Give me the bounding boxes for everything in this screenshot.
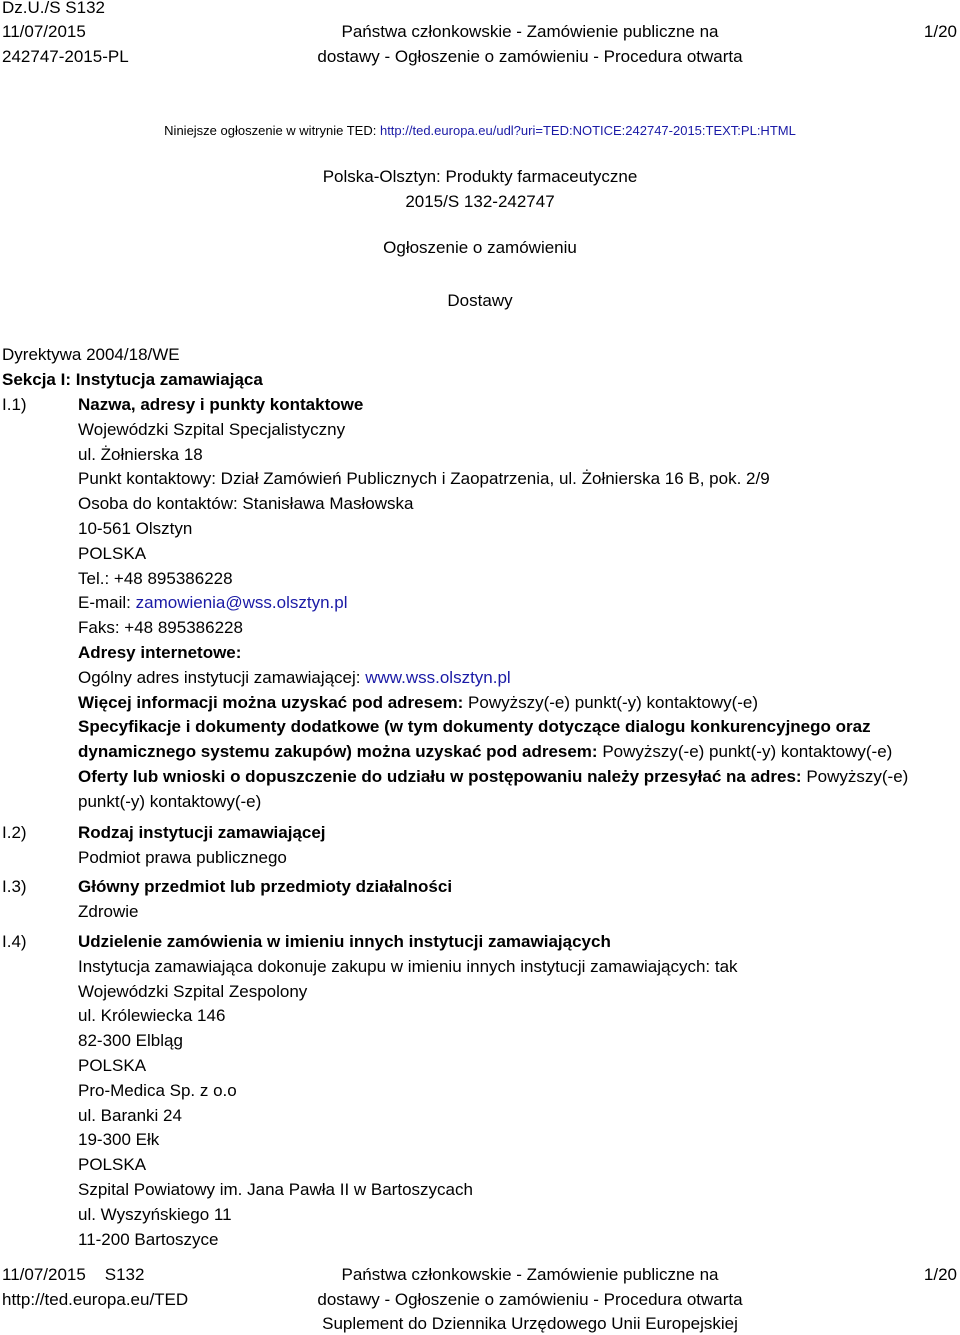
footer-series: S132 [104,1265,145,1284]
footer-url[interactable]: http://ted.europa.eu/TED [2,1290,189,1309]
notice-number: 2015/S 132-242747 [405,192,555,211]
offers-line [78,765,950,815]
web-address-line [78,666,950,691]
ted-notice-line [0,123,960,138]
specifications-line [78,715,938,765]
address-line: 11-200 Bartoszyce [78,1229,219,1249]
on-behalf-statement: Instytucja zamawiająca dokonuje zakupu w imieniu innych instytucji zamawiających: tak [78,956,738,976]
section-number-1-4: I.4) [2,932,27,951]
email-link[interactable]: zamowienia@wss.olsztyn.pl [135,593,348,613]
section-1-3-heading: Główny przedmiot lub przedmioty działalności [78,877,453,896]
address-line: ul. Wyszyńskiego 11 [78,1204,232,1224]
header-date: 11/07/2015 [2,22,86,41]
web-address-link[interactable]: www.wss.olsztyn.pl [365,667,511,687]
offers-label: Oferty lub wnioski o dopuszczenie do udziału w postępowaniu należy przesyłać na adres: [78,766,807,786]
address-line: Szpital Powiatowy im. Jana Pawła II w Bartoszycach [78,1179,473,1199]
more-info-line [78,691,950,716]
section-number-1-1: I.1) [2,395,27,414]
header-notice-id: 242747-2015-PL [2,47,129,66]
web-address-label: Ogólny adres instytucji zamawiającej: [78,667,366,687]
address-line: 82-300 Elbląg [78,1031,183,1051]
authority-street: ul. Żołnierska 18 [78,444,203,464]
address-line: Pro-Medica Sp. z o.o [78,1080,237,1100]
footer-supplement: Suplement do Dziennika Urzędowego Unii Europejskiej [322,1314,738,1333]
contact-person: Osoba do kontaktów: Stanisława Masłowska [78,494,414,514]
footer-title-line1: Państwa członkowskie - Zamówienie publiczne na [341,1265,719,1284]
notice-type: Ogłoszenie o zamówieniu [383,238,577,257]
footer-page-number: 1/20 [923,1265,957,1284]
header-title-line1: Państwa członkowskie - Zamówienie publiczne na [341,22,719,41]
section-1-2 [78,821,950,871]
footer-date: 11/07/2015 [2,1265,86,1284]
email-line [78,591,950,616]
header-title-line2: dostawy - Ogłoszenie o zamówieniu - Procedura otwarta [317,47,743,66]
ted-notice-prefix: Niniejsze ogłoszenie w witrynie TED: [164,123,380,138]
address-line: ul. Królewiecka 146 [78,1006,226,1026]
address-line: POLSKA [78,1055,147,1075]
offers-value: Powyższy(-e) punkt(-y) kontaktowy(-e) [78,766,909,811]
address-line: Wojewódzki Szpital Zespolony [78,981,308,1001]
section-1-3 [78,875,950,925]
more-info-label: Więcej informacji można uzyskać pod adresem: [78,692,469,712]
specifications-label: Specyfikacje i dokumenty dodatkowe (w tym dokumenty dotyczące dialogu konkurencyjnego oraz dynamicznego systemu zakupów) można uzyskać pod adresem: [78,717,871,762]
web-addresses-heading: Adresy internetowe: [78,642,242,662]
section-number-1-3: I.3) [2,877,27,896]
notice-title: Polska-Olsztyn: Produkty farmaceutyczne [322,167,638,186]
email-label: E-mail: [78,593,136,613]
ted-notice-link[interactable]: http://ted.europa.eu/udl?uri=TED:NOTICE:242747-2015:TEXT:PL:HTML [379,123,796,138]
section-1-4-heading: Udzielenie zamówienia w imieniu innych instytucji zamawiających [78,932,611,951]
address-line: 19-300 Ełk [78,1130,160,1150]
address-line: ul. Baranki 24 [78,1105,182,1125]
section-1-1 [78,393,950,815]
authority-type: Podmiot prawa publicznego [78,847,287,867]
notice-category: Dostawy [447,291,513,310]
header-page-number: 1/20 [923,22,957,41]
section-1-1-heading: Nazwa, adresy i punkty kontaktowe [78,395,364,414]
address-line: POLSKA [78,1155,147,1175]
authority-name: Wojewódzki Szpital Specjalistyczny [78,419,346,439]
section-heading: Sekcja I: Instytucja zamawiająca [2,370,263,389]
section-number-1-2: I.2) [2,823,27,842]
fax: Faks: +48 895386228 [78,618,243,638]
section-1-2-heading: Rodzaj instytucji zamawiającej [78,823,326,842]
main-activity: Zdrowie [78,901,139,921]
authority-country: POLSKA [78,543,147,563]
authority-city: 10-561 Olsztyn [78,518,193,538]
phone: Tel.: +48 895386228 [78,568,233,588]
contact-point: Punkt kontaktowy: Dział Zamówień Publicznych i Zaopatrzenia, ul. Żołnierska 16 B, pok. 2/9 [78,469,770,489]
specifications-value: Powyższy(-e) punkt(-y) kontaktowy(-e) [602,742,893,762]
doc-reference: Dz.U./S S132 [2,0,105,17]
footer-title-line2: dostawy - Ogłoszenie o zamówieniu - Procedura otwarta [317,1290,743,1309]
section-1-4 [78,930,950,1252]
more-info-value: Powyższy(-e) punkt(-y) kontaktowy(-e) [468,692,759,712]
directive: Dyrektywa 2004/18/WE [2,345,180,364]
